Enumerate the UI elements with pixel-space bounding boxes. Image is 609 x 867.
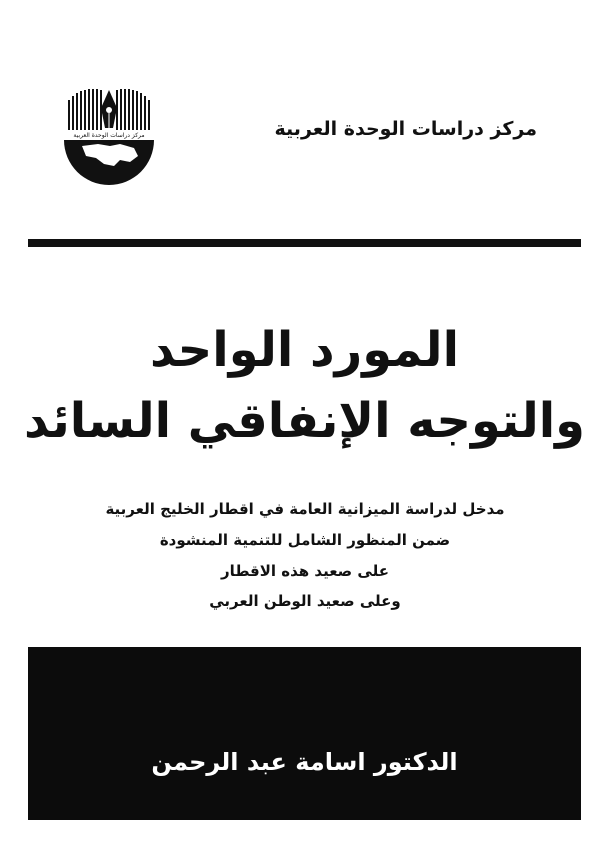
book-title-line-1: المورد الواحد [149,322,460,378]
publisher-name: مركز دراسات الوحدة العربية [274,118,537,140]
svg-text:مركز دراسات الوحدة العربية: مركز دراسات الوحدة العربية [73,132,145,139]
publisher-logo-icon [54,86,164,190]
subtitle-line-3: على صعيد هذه الاقطار [221,562,389,580]
subtitle-line-4: وعلى صعيد الوطن العربي [209,592,401,610]
book-title-line-2: والتوجه الإنفاقي السائد [24,393,585,449]
subtitle-line-2: ضمن المنظور الشامل للتنمية المنشودة [159,531,451,549]
header-divider [28,239,581,247]
author-name: الدكتور اسامة عبد الرحمن [151,748,458,776]
subtitle-line-1: مدخل لدراسة الميزانية العامة في اقطار الخليج العربية [105,500,505,518]
author-band [28,647,581,820]
